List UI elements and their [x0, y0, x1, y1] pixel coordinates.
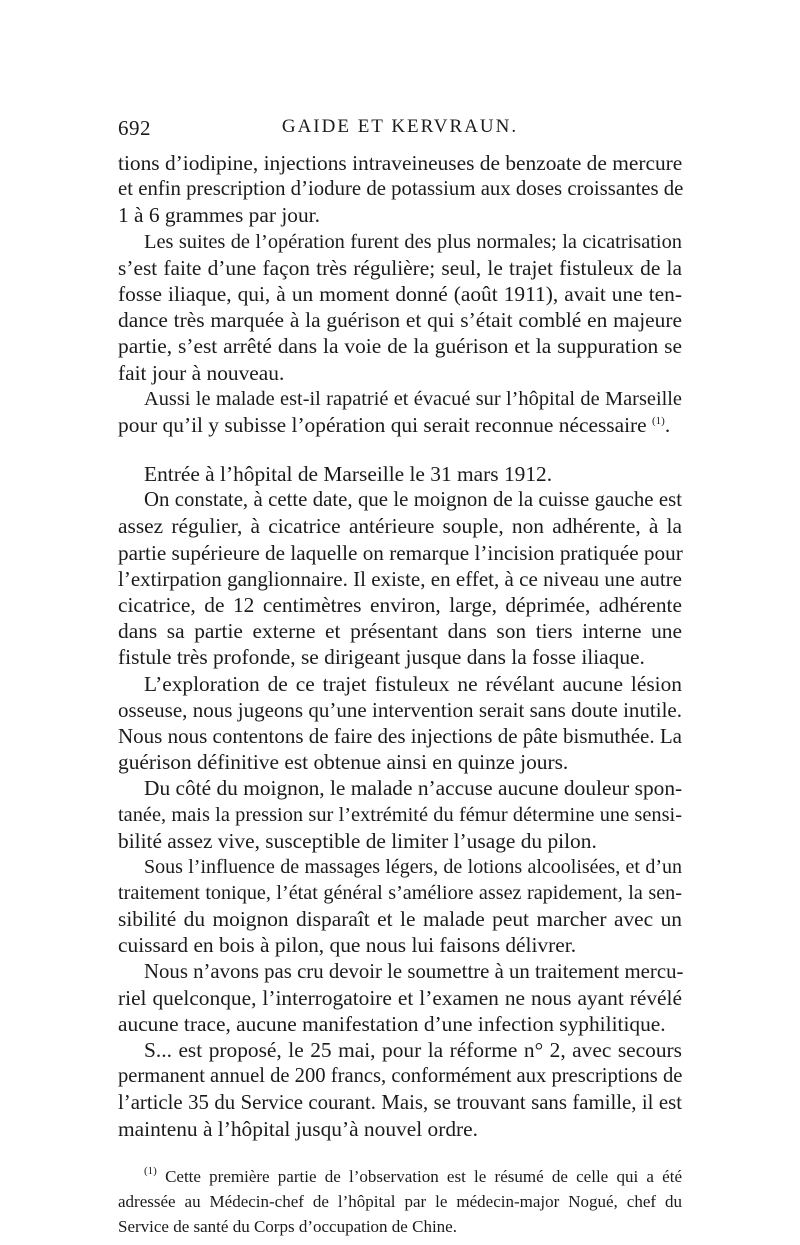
paragraph [118, 386, 682, 438]
text-line: cuissard en bois à pilon, que nous lui faisons délivrer. [118, 933, 577, 958]
body-text [118, 150, 682, 1239]
paragraph [118, 1037, 682, 1142]
paragraph [118, 671, 682, 776]
text-line: guérison définitive est obtenue ainsi en quinze jours. [118, 750, 569, 775]
running-title: GAIDE ET KERVRAUN. [281, 116, 519, 137]
text-line: l’extirpation ganglionnaire. Il existe, en effet, à ce niveau une autre [118, 566, 682, 591]
footnote-reference: (1) [652, 414, 665, 427]
footnote-marker: (1) [144, 1164, 157, 1177]
text-line: l’article 35 du Service courant. Mais, se trouvant sans famille, il est [118, 1090, 682, 1114]
text-line: Du côté du moignon, le malade n’accuse aucune douleur spon- [144, 776, 683, 801]
paragraph [118, 959, 682, 1038]
paragraph [118, 229, 682, 386]
text-line: Aussi le malade est-il rapatrié et évacué sur l’hôpital de Marseille [144, 387, 682, 410]
paragraph [118, 854, 682, 959]
footnote-gap [118, 1142, 682, 1164]
text-line: et enfin prescription d’iodure de potassium aux doses croissantes de [118, 177, 684, 201]
text-span: Cette première partie de l’observation est le résumé de celle qui a été [165, 1166, 682, 1186]
paragraph [118, 461, 682, 487]
text-line: fait jour à nouveau. [118, 360, 285, 385]
text-line: Nous n’avons pas cru devoir le soumettre à un traitement mercu- [144, 959, 684, 983]
text-line: permanent annuel de 200 francs, conformément aux prescriptions de [118, 1065, 683, 1088]
page-header [118, 116, 682, 146]
paragraph [118, 775, 682, 854]
text-line: Nous nous contentons de faire des injections de pâte bismuthée. La [118, 723, 682, 748]
text-line: riel quelconque, l’interrogatoire et l’examen ne nous ayant révélé [118, 985, 682, 1010]
paragraph [118, 487, 682, 670]
text-line: tanée, mais la pression sur l’extrémité du fémur détermine une sensi- [118, 803, 682, 826]
text-line: On constate, à cette date, que le moignon de la cuisse gauche est [144, 488, 682, 512]
text-line [118, 412, 682, 438]
text-line: dance très marquée à la guérison et qui s’était comblé en majeure [118, 308, 682, 333]
footnote [118, 1164, 682, 1239]
text-line: fistule très profonde, se dirigeant jusque dans la fosse iliaque. [118, 645, 645, 670]
text-span: pour qu’il y subisse l’opération qui serait reconnue nécessaire [118, 412, 647, 437]
text-line: aucune trace, aucune manifestation d’une infection syphilitique. [118, 1012, 666, 1036]
text-line: partie supérieure de laquelle on remarque l’incision pratiquée pour [118, 540, 683, 565]
text-line: Entrée à l’hôpital de Marseille le 31 mars 1912. [144, 462, 553, 487]
section-gap [118, 438, 682, 461]
text-line: cicatrice, de 12 centimètres environ, large, déprimée, adhérente [118, 593, 682, 617]
text-line: fosse iliaque, qui, à un moment donné (août 1911), avait une ten- [118, 281, 682, 306]
text-line: bilité assez vive, susceptible de limiter l’usage du pilon. [118, 828, 597, 853]
text-line: partie, s’est arrêté dans la voie de la guérison et la suppuration se [118, 334, 682, 359]
text-line: Sous l’influence de massages légers, de lotions alcoolisées, et d’un [144, 855, 682, 878]
paragraph [118, 150, 682, 229]
text-line: Les suites de l’opération furent des plus normales; la cicatrisation [144, 230, 682, 253]
text-line: assez régulier, à cicatrice antérieure souple, non adhérente, à la [118, 514, 682, 539]
text-line: s’est faite d’une façon très régulière; seul, le trajet fistuleux de la [118, 255, 682, 280]
text-span: . [664, 412, 671, 437]
text-line: dans sa partie externe et présentant dans son tiers interne une [118, 619, 682, 644]
text-line: maintenu à l’hôpital jusqu’à nouvel ordre. [118, 1116, 478, 1141]
footnote-line [118, 1164, 682, 1189]
text-line: osseuse, nous jugeons qu’une intervention serait sans doute inutile. [118, 697, 682, 722]
footnote-line: adressée au Médecin-chef de l’hôpital par le médecin-major Nogué, chef du [118, 1191, 682, 1211]
text-line: L’exploration de ce trajet fistuleux ne révélant aucune lésion [144, 671, 682, 696]
page-number: 692 [118, 116, 151, 140]
footnote-line: Service de santé du Corps d’occupation de Chine. [118, 1216, 457, 1236]
text-line: traitement tonique, l’état général s’améliore assez rapidement, la sen- [118, 882, 682, 905]
text-line: tions d’iodipine, injections intraveineuses de benzoate de mercure [118, 151, 683, 175]
text-line: sibilité du moignon disparaît et le malade peut marcher avec un [118, 907, 682, 932]
text-line: S... est proposé, le 25 mai, pour la réforme n° 2, avec secours [144, 1038, 682, 1063]
text-line: 1 à 6 grammes par jour. [118, 203, 320, 228]
